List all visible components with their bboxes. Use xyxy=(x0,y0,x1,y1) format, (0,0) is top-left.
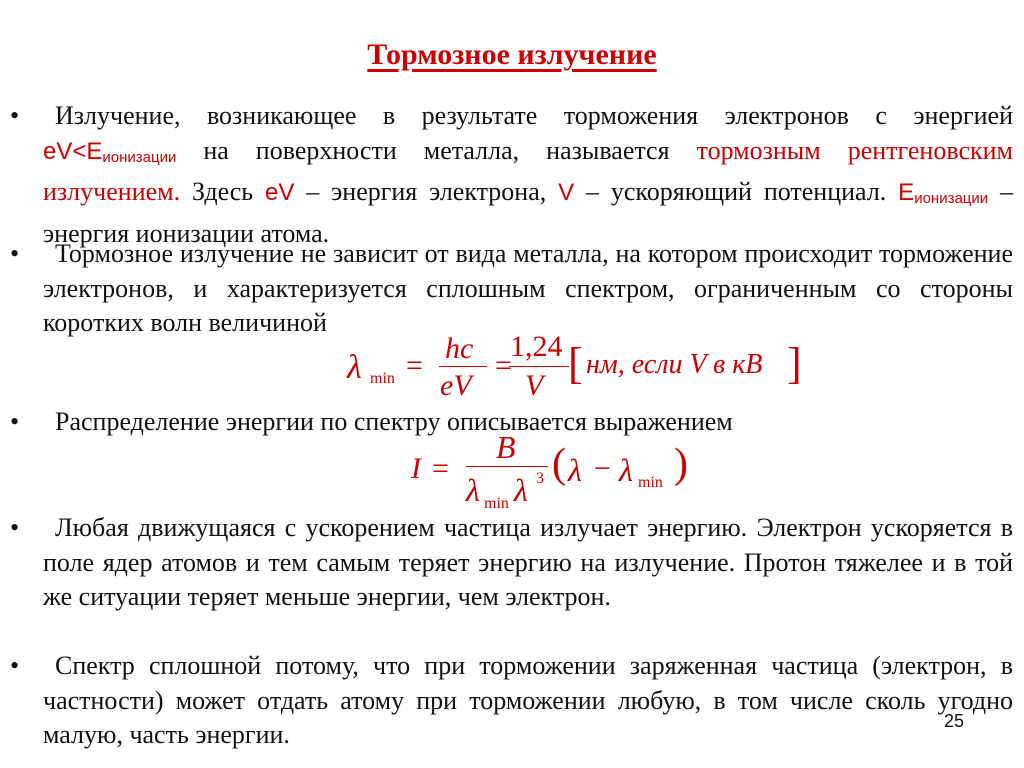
paragraph-bremsstrahlung-definition: Излучение, возникающее в результате торможения электронов с энергией $eV<E_{ионизации}$ на поверхности металла, называется тормозным рентгеновским излучением. Здесь eV – энергия электрона, V – ускоряющий потенциал. $E_{ионизации}$ – энергия ионизации атома. xyxy=(43,101,1014,248)
fraction-line xyxy=(466,466,548,467)
bullet-2: • xyxy=(10,239,20,268)
bullet-5: • xyxy=(10,651,20,680)
paragraph-accelerated-particle: Любая движущаяся с ускорением частица излучает энергию. Электрон ускоряется в поле ядер атомов и тем самым теряет энергию на излучение. Протон тяжелее и в той же ситуации теряет меньше энергии, чем электрон. xyxy=(43,513,1013,611)
formula-lambda-min: λ min = hc eV = 1,24 V [ нм, если V в кВ ] xyxy=(347,330,802,402)
page-number: 25 xyxy=(943,711,964,731)
formula-intensity: I = B λ min λ 3 ( λ − λ min ) xyxy=(411,429,688,512)
bullet-1: • xyxy=(10,101,20,130)
highlight-term: тормозным рентгеновским излучением. xyxy=(43,135,1013,206)
paragraph-energy-distribution: Распределение энергии по спектру описывается выражением xyxy=(55,407,733,436)
slide-title: Тормозное излучение xyxy=(367,38,657,71)
bullet-4: • xyxy=(10,513,20,542)
ev-less-than-e: eV<E xyxy=(43,137,103,165)
paragraph-spectrum-continuous: Спектр сплошной потому, что при торможении заряженная частица (электрон, в частности) может отдать атому при торможении любую, в том числе сколь угодно малую, часть энергии. xyxy=(43,651,1013,749)
bullet-3: • xyxy=(10,407,20,436)
paragraph-continuous-spectrum: Тормозное излучение не зависит от вида металла, на котором происходит торможение электронов, и характеризуется сплошным спектром, ограниченным со стороны коротких волн величиной xyxy=(43,239,1013,337)
